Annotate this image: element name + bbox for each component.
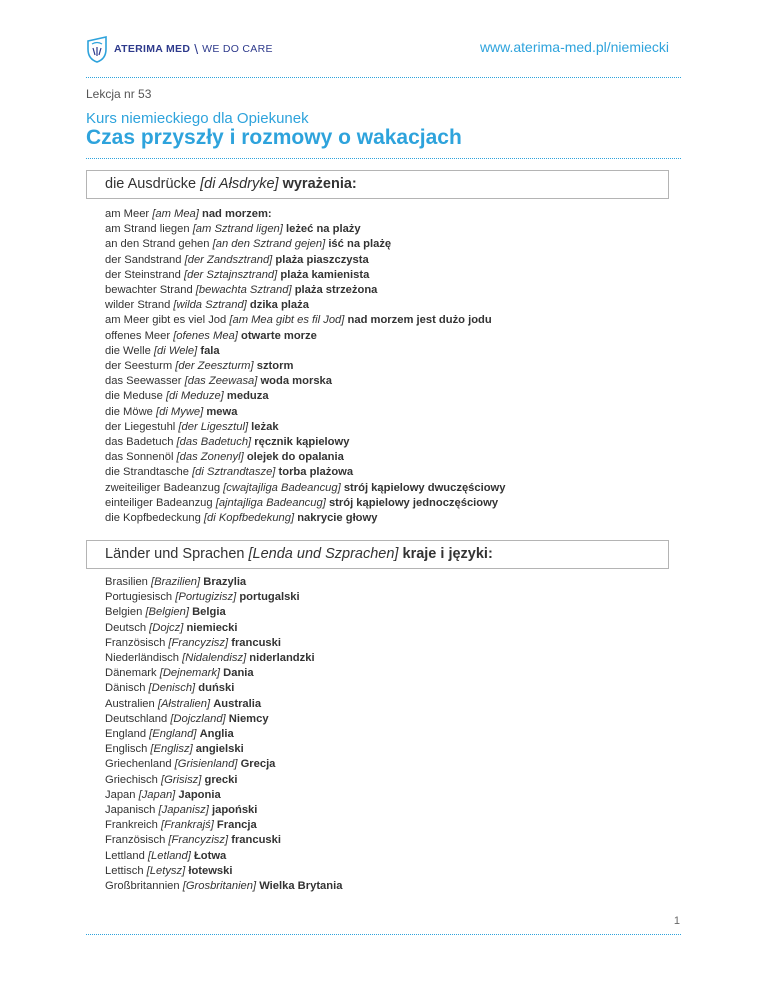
logo-separator: \ [194, 41, 199, 57]
vocab-translation: torba plażowa [278, 466, 354, 479]
vocab-translation: leżeć na plaży [285, 223, 361, 236]
vocab-pronunciation: [wilda Sztrand] [173, 299, 247, 312]
vocab-item [105, 636, 342, 651]
vocab-pronunciation: [Grisienland] [174, 758, 238, 771]
vocab-de: das Seewasser [105, 375, 182, 388]
vocab-translation: woda morska [260, 375, 332, 388]
vocab-item [105, 590, 342, 605]
vocab-item [105, 268, 505, 283]
vocab-de: Lettisch [105, 864, 144, 877]
vocab-de: Französisch [105, 834, 166, 847]
vocab-pronunciation: [cwajtajliga Badeancug] [223, 481, 341, 494]
vocab-pronunciation: [Dejnemark] [159, 667, 221, 680]
footer-divider [86, 934, 681, 935]
vocab-translation: otwarte morze [241, 329, 317, 342]
vocab-de: Großbritannien [105, 880, 180, 893]
vocab-translation: plaża strzeżona [294, 284, 378, 297]
vocab-item [105, 803, 342, 818]
vocab-pronunciation: [Belgien] [145, 606, 189, 619]
vocab-pronunciation: [das Zonenyl] [176, 451, 244, 464]
vocab-translation: Łotwa [193, 849, 227, 862]
vocab-item [105, 697, 342, 712]
vocab-translation: Belgia [192, 606, 226, 619]
vocab-translation: Francja [216, 819, 257, 832]
vocab-translation: plaża kamienista [280, 268, 370, 281]
vocab-de: der Sandstrand [105, 253, 182, 266]
vocab-translation: Grecja [240, 758, 276, 771]
vocab-pronunciation: [Dojczland] [170, 712, 226, 725]
vocab-pronunciation: [di Meduze] [165, 390, 224, 403]
vocab-pronunciation: [di Mywe] [156, 405, 204, 418]
section-heading-pron: [di Ałsdryke] [200, 176, 279, 192]
vocab-item [105, 666, 342, 681]
vocab-item [105, 879, 342, 894]
vocab-de: der Seesturm [105, 360, 173, 373]
vocab-de: Brasilien [105, 576, 148, 588]
vocab-pronunciation: [am Mea gibt es fil Jod] [229, 314, 345, 327]
vocab-translation: strój kąpielowy jednoczęściowy [328, 496, 499, 509]
vocab-de: Frankreich [105, 819, 158, 832]
vocab-de: einteiliger Badeanzug [105, 496, 213, 509]
vocab-de: die Meduse [105, 390, 163, 403]
vocab-de: am Meer gibt es viel Jod [105, 314, 227, 327]
vocab-de: an den Strand gehen [105, 238, 210, 251]
vocab-de: Englisch [105, 743, 148, 756]
vocab-item [105, 450, 505, 465]
vocab-pronunciation: [der Zandsztrand] [184, 253, 273, 266]
page-number: 1 [673, 915, 680, 927]
vocab-translation: Japonia [178, 788, 221, 801]
page-title: Czas przyszły i rozmowy o wakacjach [86, 126, 462, 149]
vocab-pronunciation: [das Zeewasa] [184, 375, 258, 388]
vocab-translation: francuski [231, 834, 281, 847]
vocab-de: bewachter Strand [105, 284, 193, 297]
section-heading-pron: [Lenda und Szprachen] [248, 546, 399, 562]
vocab-pronunciation: [di Wele] [153, 344, 198, 357]
vocab-pronunciation: [der Zeeszturm] [175, 360, 254, 373]
vocab-item [105, 465, 505, 480]
vocab-item [105, 344, 505, 359]
vocab-translation: Brazylia [203, 576, 247, 588]
vocab-translation: mewa [206, 405, 238, 418]
section-heading-de: Länder und Sprachen [105, 546, 245, 562]
vocab-de: Niederländisch [105, 652, 180, 665]
vocab-pronunciation: [Frankrajś] [160, 819, 214, 832]
aterima-logo-icon [86, 35, 108, 63]
vocab-item [105, 681, 342, 696]
section-heading-de: die Ausdrücke [105, 176, 197, 192]
logo [86, 34, 273, 64]
vocab-translation: Dania [223, 667, 254, 680]
vocab-pronunciation: [Letland] [147, 849, 191, 862]
site-link[interactable]: www.aterima-med.pl/niemiecki [479, 39, 669, 55]
vocab-pronunciation: [Francyzisz] [168, 834, 229, 847]
vocab-item [105, 511, 505, 526]
vocab-translation: niderlandzki [249, 652, 315, 665]
section-heading-countries [86, 540, 669, 569]
vocab-item [105, 496, 505, 511]
vocab-de: Lettland [105, 849, 145, 862]
vocab-de: Deutsch [105, 621, 147, 634]
vocab-item [105, 405, 505, 420]
vocab-pronunciation: [Nidalendisz] [182, 652, 247, 665]
vocab-pronunciation: [Englisz] [150, 743, 193, 756]
vocab-de: Französisch [105, 636, 166, 649]
vocab-item [105, 788, 342, 803]
vocab-item [105, 712, 342, 727]
vocab-de: Deutschland [105, 712, 168, 725]
vocab-pronunciation: [Japan] [138, 788, 176, 801]
vocab-item [105, 253, 505, 268]
vocab-translation: francuski [231, 636, 281, 649]
vocab-de: England [105, 728, 147, 741]
vocab-translation: japoński [211, 804, 258, 817]
vocab-pronunciation: [Japanisz] [158, 804, 209, 817]
vocab-translation: angielski [195, 743, 244, 756]
vocab-item [105, 237, 505, 252]
section-heading-pl: kraje i języki: [402, 546, 493, 562]
vocab-translation: Wielka Brytania [259, 880, 343, 893]
vocab-de: die Möwe [105, 405, 153, 418]
vocab-pronunciation: [bewachta Sztrand] [195, 284, 292, 297]
vocab-translation: Niemcy [228, 712, 269, 725]
vocab-pronunciation: [di Sztrandtasze] [192, 466, 276, 479]
vocab-item [105, 864, 342, 879]
section-heading-pl: wyrażenia: [282, 176, 357, 192]
vocab-item [105, 605, 342, 620]
vocab-pronunciation: [Grisisz] [160, 773, 202, 786]
vocab-translation: leżak [251, 420, 279, 433]
vocab-pronunciation: [Portugizisz] [175, 591, 237, 604]
vocab-item [105, 389, 505, 404]
vocab-pronunciation: [ajntajliga Badeancug] [215, 496, 326, 509]
vocab-translation: meduza [226, 390, 269, 403]
vocab-translation: nad morzem jest dużo jodu [347, 314, 492, 327]
vocab-pronunciation: [am Mea] [152, 208, 199, 220]
vocab-translation: Australia [213, 697, 262, 710]
vocab-translation: duński [198, 682, 235, 695]
vocab-de: der Liegestuhl [105, 420, 176, 433]
vocab-de: offenes Meer [105, 329, 171, 342]
vocab-item [105, 575, 342, 590]
vocab-de: Japanisch [105, 804, 156, 817]
vocab-pronunciation: [Denisch] [148, 682, 196, 695]
vocab-translation: grecki [204, 773, 238, 786]
vocab-item [105, 207, 505, 222]
vocab-item [105, 621, 342, 636]
vocab-de: die Strandtasche [105, 466, 189, 479]
vocab-de: der Steinstrand [105, 268, 181, 281]
vocab-item [105, 727, 342, 742]
course-title: Kurs niemieckiego dla Opiekunek [86, 110, 309, 127]
logo-brand: ATERIMA MED [114, 43, 191, 55]
vocab-item [105, 298, 505, 313]
vocab-translation: plaża piaszczysta [275, 253, 369, 266]
vocab-translation: nakrycie głowy [297, 512, 378, 525]
header-divider [86, 77, 681, 78]
vocab-pronunciation: [der Sztajnsztrand] [183, 268, 278, 281]
vocab-translation: łotewski [188, 864, 233, 877]
vocab-de: Griechenland [105, 758, 172, 771]
vocab-de: wilder Strand [105, 299, 171, 312]
vocab-list-expressions [105, 207, 505, 526]
vocab-pronunciation: [England] [149, 728, 197, 741]
vocab-item [105, 313, 505, 328]
vocab-item [105, 773, 342, 788]
vocab-translation: portugalski [239, 591, 300, 604]
vocab-item [105, 818, 342, 833]
vocab-item [105, 757, 342, 772]
vocab-pronunciation: [Letysz] [146, 864, 186, 877]
vocab-item [105, 833, 342, 848]
vocab-pronunciation: [das Badetuch] [176, 436, 252, 449]
vocab-de: die Kopfbedeckung [105, 512, 201, 525]
vocab-pronunciation: [Ałstralien] [157, 697, 211, 710]
vocab-translation: nad morzem: [202, 208, 272, 220]
vocab-translation: ręcznik kąpielowy [254, 436, 350, 449]
vocab-de: am Meer [105, 208, 150, 220]
vocab-item [105, 329, 505, 344]
vocab-pronunciation: [Dojcz] [149, 621, 184, 634]
vocab-pronunciation: [ofenes Mea] [173, 329, 238, 342]
vocab-translation: iść na plażę [328, 238, 392, 251]
vocab-de: das Badetuch [105, 436, 174, 449]
vocab-de: Griechisch [105, 773, 158, 786]
vocab-de: die Welle [105, 344, 151, 357]
vocab-pronunciation: [di Kopfbedekung] [203, 512, 295, 525]
vocab-item [105, 742, 342, 757]
vocab-de: Belgien [105, 606, 143, 619]
vocab-de: zweiteiliger Badeanzug [105, 481, 221, 494]
vocab-translation: olejek do opalania [246, 451, 344, 464]
vocab-item [105, 651, 342, 666]
vocab-pronunciation: [am Sztrand ligen] [192, 223, 283, 236]
vocab-item [105, 420, 505, 435]
vocab-translation: Anglia [199, 728, 234, 741]
vocab-translation: dzika plaża [249, 299, 309, 312]
lesson-label: Lekcja nr 53 [86, 87, 152, 101]
vocab-item [105, 435, 505, 450]
title-divider [86, 158, 681, 159]
vocab-pronunciation: [Grosbritanien] [182, 880, 257, 893]
vocab-de: Dänisch [105, 682, 146, 695]
vocab-translation: strój kąpielowy dwuczęściowy [343, 481, 506, 494]
vocab-de: Dänemark [105, 667, 157, 680]
vocab-de: am Strand liegen [105, 223, 190, 236]
vocab-translation: fala [200, 344, 220, 357]
vocab-de: Australien [105, 697, 155, 710]
vocab-translation: niemiecki [186, 621, 238, 634]
vocab-list-countries [105, 575, 342, 894]
vocab-item [105, 283, 505, 298]
section-heading-expressions [86, 170, 669, 199]
vocab-pronunciation: [Francyzisz] [168, 636, 229, 649]
vocab-de: Japan [105, 788, 136, 801]
vocab-pronunciation: [Brazilien] [151, 576, 201, 588]
vocab-de: Portugiesisch [105, 591, 173, 604]
vocab-item [105, 359, 505, 374]
vocab-pronunciation: [an den Sztrand gejen] [212, 238, 326, 251]
vocab-item [105, 849, 342, 864]
vocab-item [105, 374, 505, 389]
vocab-de: das Sonnenöl [105, 451, 174, 464]
vocab-pronunciation: [der Ligesztul] [178, 420, 249, 433]
logo-tagline: WE DO CARE [202, 43, 273, 55]
vocab-item [105, 222, 505, 237]
vocab-item [105, 481, 505, 496]
vocab-translation: sztorm [256, 360, 294, 373]
